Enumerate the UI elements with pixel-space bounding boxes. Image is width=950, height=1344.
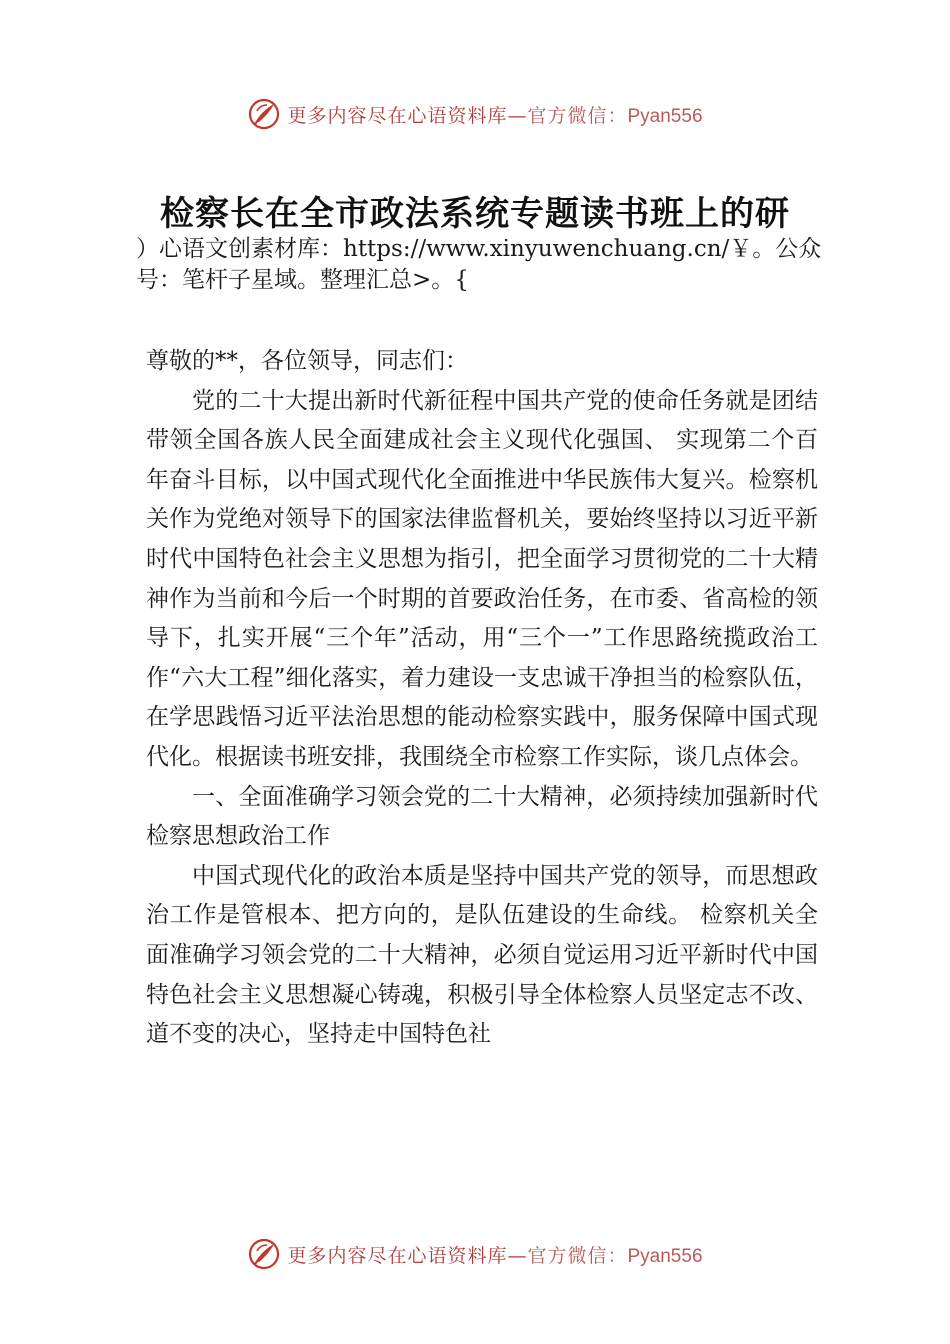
document-title: 检察长在全市政法系统专题读书班上的研 <box>160 194 790 234</box>
document-body <box>146 342 818 1055</box>
greeting: 尊敬的**，各位领导，同志们： <box>146 348 468 374</box>
header-banner-wechat-label: 官方微信： <box>527 104 628 127</box>
footer-banner-text: 更多内容尽在心语资料库—官方微信：Pyan556 <box>287 1244 703 1267</box>
paragraph-section-one: 中国式现代化的政治本质是坚持中国共产党的领导，而思想政治工作是管根本、把方向的，是队伍建设的生命线。 检察机关全面准确学习领会党的二十大精神，必须自觉运用习近平新时代中国特色社会主义思想凝心铸魂，积极引导全体检察人员坚定志不改、道不变的决心，坚持走中国特色社 <box>146 862 818 1048</box>
header-banner-handle: Pyan556 <box>627 105 703 127</box>
quill-logo-icon <box>247 97 281 131</box>
footer-banner-wechat-label: 官方微信： <box>527 1244 628 1267</box>
header-banner-text: 更多内容尽在心语资料库—官方微信：Pyan556 <box>287 104 703 127</box>
source-line: ）心语文创素材库：https://www.xinyuwenchuang.cn/￥。公众号：笔杆子星域。整理汇总>。{ <box>136 236 822 293</box>
quill-logo-icon <box>247 1237 281 1271</box>
footer-banner-handle: Pyan556 <box>627 1245 703 1267</box>
paragraph-intro: 党的二十大提出新时代新征程中国共产党的使命任务就是团结带领全国各族人民全面建成社会主义现代化强国、 实现第二个百年奋斗目标，以中国式现代化全面推进中华民族伟大复兴。检察机关作为党绝对领导下的国家法律监督机关，要始终坚持以习近平新时代中国特色社会主义思想为指引，把全面学习贯彻党的二十大精神作为当前和今后一个时期的首要政治任务，在市委、省高检的领导下，扎实开展“三个年”活动，用“三个一”工作思路统揽政治工作“六大工程”细化落实，着力建设一支忠诚干净担当的检察队伍，在学思践悟习近平法治思想的能动检察实践中，服务保障中国式现代化。根据读书班安排，我围绕全市检察工作实际，谈几点体会。 <box>146 387 818 770</box>
header-watermark-banner <box>0 94 950 134</box>
footer-watermark-banner <box>0 1234 950 1274</box>
section-heading-one: 一、全面准确学习领会党的二十大精神，必须持续加强新时代检察思想政治工作 <box>146 783 818 850</box>
